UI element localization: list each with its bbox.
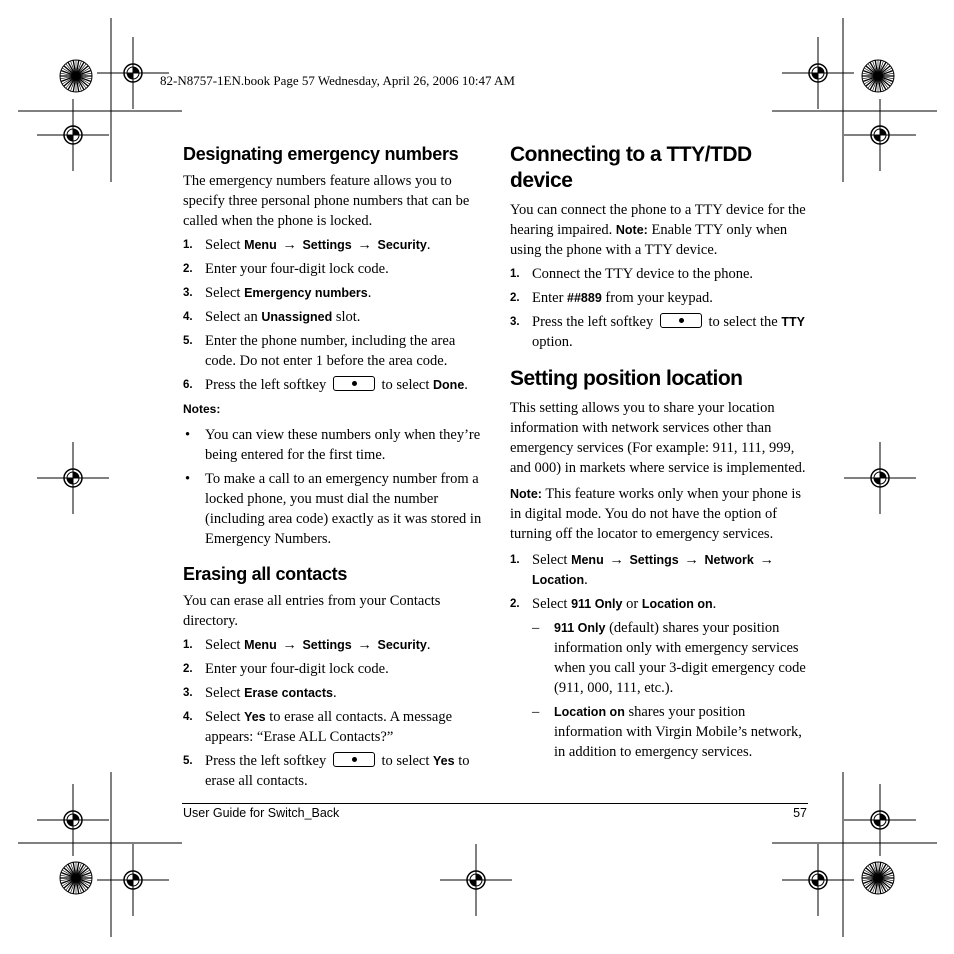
menu-label: Erase contacts — [244, 686, 333, 700]
option-item: – Location on shares your position information with Virgin Mobile’s network, in addition to emergency services. — [532, 704, 802, 760]
step-item: 2. Enter your four-digit lock code. — [183, 261, 389, 277]
step-item: 4. Select an Unassigned slot. — [183, 309, 361, 325]
menu-label: Menu — [244, 238, 277, 252]
registration-target-icon — [844, 99, 916, 171]
left-softkey-icon — [333, 376, 375, 391]
right-arrow-icon: → — [357, 637, 372, 653]
step-item: 1. Select Menu → Settings → Security. — [183, 237, 431, 253]
step-number: 3. — [183, 287, 193, 299]
menu-label: Unassigned — [261, 310, 333, 324]
print-header-file-info: 82-N8757-1EN.book Page 57 Wednesday, April 26, 2006 10:47 AM — [160, 73, 515, 88]
right-arrow-icon: → — [282, 237, 297, 253]
step-number: 6. — [183, 379, 193, 391]
menu-label: 911 Only — [571, 597, 623, 611]
step-number: 1. — [510, 554, 520, 566]
menu-label: Security — [377, 638, 427, 652]
location-heading: Setting position location — [510, 367, 743, 390]
erase-intro: You can erase all entries from your Contacts directory. — [183, 593, 441, 629]
dash-marker: – — [532, 620, 540, 636]
right-arrow-icon: → — [759, 552, 774, 568]
registration-target-icon — [97, 37, 169, 109]
menu-label: TTY — [781, 315, 805, 329]
menu-label: Location on — [641, 597, 713, 611]
notes-list — [183, 425, 483, 549]
left-softkey-icon — [660, 313, 702, 328]
step-number: 2. — [183, 263, 193, 275]
tty-heading: Connecting to a TTY/TDD device — [510, 143, 752, 192]
step-item: 5. Press the left softkey to select Yes to erase all contacts. — [183, 753, 470, 789]
option-item: – 911 Only (default) shares your position information only with emergency services when you call your 3-digit emergency code (911, 000, 111, etc.). — [532, 620, 806, 696]
location-note: Note: This feature works only when your phone is in digital mode. You do not have the option of turning off the locator to emergency services. — [510, 486, 802, 542]
step-item: 1. Connect the TTY device to the phone. — [510, 266, 754, 282]
step-item: 1. Select Menu → Settings → Network → Location. — [510, 552, 774, 588]
menu-label: Settings — [302, 238, 352, 252]
step-number: 4. — [183, 711, 193, 723]
emergency-heading: Designating emergency numbers — [183, 144, 459, 164]
step-item: 4. Select Yes to erase all contacts. A message appears: “Erase ALL Contacts?” — [183, 709, 453, 745]
erase-steps — [183, 635, 483, 791]
menu-label: Yes — [244, 710, 266, 724]
step-item: 3. Select Emergency numbers. — [183, 285, 372, 301]
registration-starburst-icon — [60, 862, 92, 894]
note-item: • You can view these numbers only when they’re being entered for the first time. — [183, 425, 483, 465]
step-item: 3. Select Erase contacts. — [183, 685, 337, 701]
note-label: Note: — [615, 223, 648, 237]
registration-target-icon — [97, 844, 169, 916]
note-item: • To make a call to an emergency number from a locked phone, you must dial the number (including area code) exactly as it was stored in Emergency Numbers. — [183, 469, 483, 549]
registration-target-icon — [844, 784, 916, 856]
registration-starburst-icon — [862, 60, 894, 92]
menu-label: 911 Only — [554, 621, 606, 635]
note-label: Note: — [510, 487, 542, 501]
erase-heading: Erasing all contacts — [183, 564, 348, 584]
notes-label: Notes: — [183, 402, 221, 416]
step-number: 2. — [510, 598, 520, 610]
step-number: 1. — [183, 239, 193, 251]
right-arrow-icon: → — [357, 237, 372, 253]
step-item: 2. Enter your four-digit lock code. — [183, 661, 389, 677]
registration-target-icon — [440, 844, 512, 916]
step-number: 4. — [183, 311, 193, 323]
location-intro: This setting allows you to share your location information with network services other than emergency services (For example: 911, 111, 999, and 000) in markets where service is implemented. — [510, 400, 806, 476]
right-arrow-icon: → — [684, 552, 699, 568]
tty-intro: You can connect the phone to a TTY device for the hearing impaired. Note: Enable TTY only when using the phone with a TTY device. — [510, 202, 806, 258]
emergency-steps — [183, 235, 483, 395]
right-column — [510, 142, 810, 766]
step-item: 6. Press the left softkey to select Done. — [183, 377, 468, 393]
keypad-code: ##889 — [567, 291, 602, 305]
registration-target-icon — [844, 442, 916, 514]
emergency-intro: The emergency numbers feature allows you to specify three personal phone numbers that can be called when the phone is locked. — [183, 173, 470, 229]
step-item: 5. Enter the phone number, including the area code. Do not enter 1 before the area code. — [183, 333, 456, 369]
registration-target-icon — [37, 784, 109, 856]
step-number: 3. — [510, 316, 520, 328]
menu-label: Location — [532, 573, 585, 587]
dash-marker: – — [532, 704, 540, 720]
step-number: 3. — [183, 687, 193, 699]
menu-label: Yes — [433, 754, 455, 768]
menu-label: Done — [433, 378, 465, 392]
step-item: 1. Select Menu → Settings → Security. — [183, 637, 431, 653]
menu-label: Location on — [554, 705, 625, 719]
registration-starburst-icon — [60, 60, 92, 92]
step-number: 2. — [183, 663, 193, 675]
footer-page-number: 57 — [793, 806, 807, 820]
location-options — [510, 618, 810, 762]
step-item: 3. Press the left softkey to select the TTY option. — [510, 314, 805, 350]
menu-label: Menu — [244, 638, 277, 652]
footer-guide-title: User Guide for Switch_Back — [183, 806, 340, 820]
registration-target-icon — [37, 442, 109, 514]
tty-steps — [510, 264, 810, 352]
right-arrow-icon: → — [282, 637, 297, 653]
registration-target-icon — [37, 99, 109, 171]
menu-label: Security — [377, 238, 427, 252]
menu-label: Network — [704, 553, 754, 567]
left-column — [183, 143, 483, 795]
menu-label: Settings — [629, 553, 679, 567]
menu-label: Emergency numbers — [244, 286, 368, 300]
location-steps — [510, 550, 810, 614]
right-arrow-icon: → — [609, 552, 624, 568]
menu-label: Menu — [571, 553, 604, 567]
step-number: 2. — [510, 292, 520, 304]
step-item: 2. Select 911 Only or Location on. — [510, 596, 717, 612]
menu-label: Settings — [302, 638, 352, 652]
step-item: 2. Enter ##889 from your keypad. — [510, 290, 713, 306]
step-number: 5. — [183, 335, 193, 347]
registration-starburst-icon — [862, 862, 894, 894]
step-number: 5. — [183, 755, 193, 767]
step-number: 1. — [510, 268, 520, 280]
left-softkey-icon — [333, 752, 375, 767]
step-number: 1. — [183, 639, 193, 651]
footer-rule — [182, 803, 808, 804]
